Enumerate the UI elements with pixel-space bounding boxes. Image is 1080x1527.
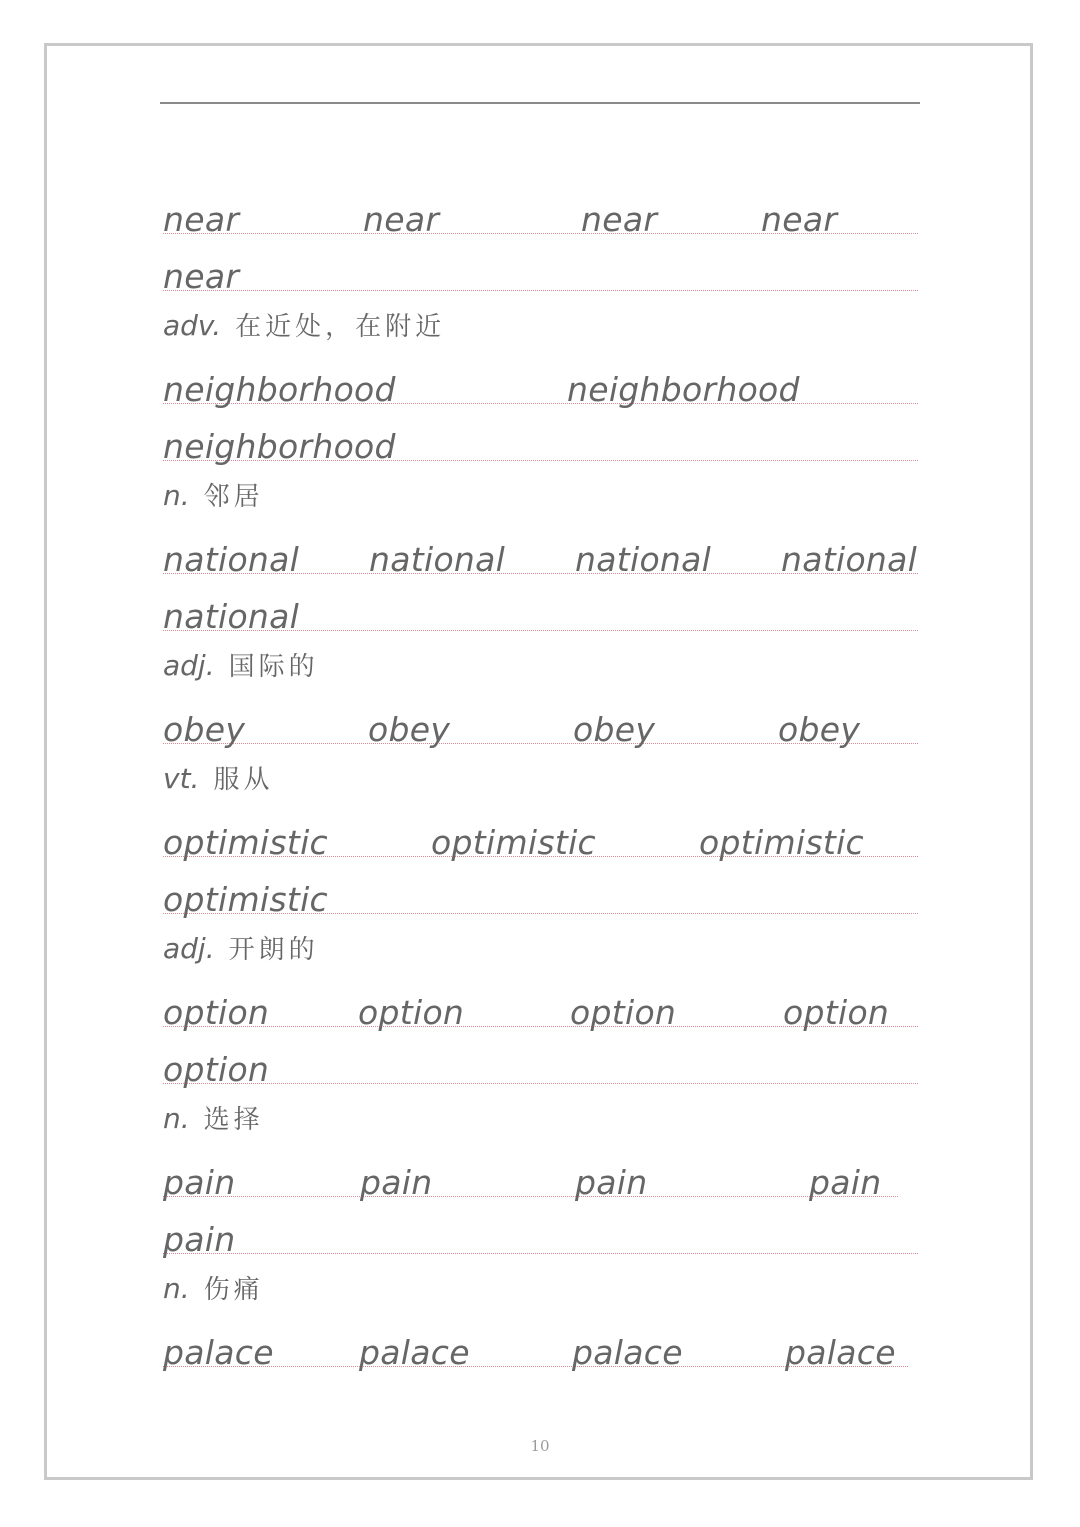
practice-word: near xyxy=(163,257,240,296)
practice-line xyxy=(163,193,918,239)
practice-line xyxy=(163,533,918,579)
page-number: 10 xyxy=(530,1437,550,1455)
definition xyxy=(163,1099,264,1136)
practice-word: option xyxy=(358,993,465,1032)
part-of-speech: n. xyxy=(163,479,190,512)
practice-line xyxy=(163,703,918,749)
practice-word: optimistic xyxy=(431,823,597,862)
definition-line xyxy=(163,1096,918,1136)
part-of-speech: vt. xyxy=(163,762,200,795)
definition xyxy=(163,646,319,683)
practice-word: national xyxy=(369,540,506,579)
practice-word: pain xyxy=(809,1163,882,1202)
practice-word: national xyxy=(781,540,918,579)
chinese-meaning: 开朗的 xyxy=(228,935,319,965)
definition xyxy=(163,306,445,343)
chinese-meaning: 服从 xyxy=(213,765,274,795)
definition-line xyxy=(163,926,918,966)
practice-line xyxy=(163,250,918,296)
practice-line xyxy=(163,986,918,1032)
practice-word: option xyxy=(783,993,890,1032)
practice-line xyxy=(163,1043,918,1089)
practice-word: option xyxy=(570,993,677,1032)
practice-word: palace xyxy=(359,1333,470,1372)
practice-word: palace xyxy=(572,1333,683,1372)
practice-word: national xyxy=(163,540,300,579)
practice-word: obey xyxy=(778,710,861,749)
practice-word: optimistic xyxy=(699,823,865,862)
practice-word: near xyxy=(581,200,658,239)
practice-word: pain xyxy=(163,1220,236,1259)
definition xyxy=(163,759,273,796)
practice-word: optimistic xyxy=(163,823,329,862)
practice-word: optimistic xyxy=(163,880,329,919)
chinese-meaning: 在近处，在附近 xyxy=(235,312,446,342)
practice-word: option xyxy=(163,993,270,1032)
practice-word: national xyxy=(163,597,300,636)
header-rule xyxy=(160,102,920,104)
part-of-speech: adj. xyxy=(163,649,215,682)
practice-word: option xyxy=(163,1050,270,1089)
practice-word: obey xyxy=(368,710,451,749)
practice-word: pain xyxy=(360,1163,433,1202)
practice-word: pain xyxy=(163,1163,236,1202)
part-of-speech: n. xyxy=(163,1272,190,1305)
practice-line xyxy=(163,1326,908,1372)
definition xyxy=(163,476,264,513)
practice-word: near xyxy=(761,200,838,239)
definition-line xyxy=(163,643,918,683)
practice-line xyxy=(163,363,918,409)
part-of-speech: adj. xyxy=(163,932,215,965)
practice-word: obey xyxy=(573,710,656,749)
definition-line xyxy=(163,756,918,796)
chinese-meaning: 国际的 xyxy=(228,652,319,682)
definition-line xyxy=(163,1266,918,1306)
definition xyxy=(163,929,319,966)
practice-word: pain xyxy=(575,1163,648,1202)
practice-word: near xyxy=(163,200,240,239)
practice-word: palace xyxy=(163,1333,274,1372)
chinese-meaning: 邻居 xyxy=(203,482,264,512)
practice-line xyxy=(163,590,918,636)
practice-line xyxy=(163,873,918,919)
definition-line xyxy=(163,473,918,513)
practice-word: neighborhood xyxy=(163,370,396,409)
practice-word: near xyxy=(363,200,440,239)
part-of-speech: n. xyxy=(163,1102,190,1135)
practice-line xyxy=(163,1213,918,1259)
practice-line xyxy=(163,420,918,466)
definition xyxy=(163,1269,264,1306)
chinese-meaning: 伤痛 xyxy=(203,1275,264,1305)
practice-line xyxy=(163,816,918,862)
practice-word: national xyxy=(575,540,712,579)
practice-line xyxy=(163,1156,898,1202)
definition-line xyxy=(163,303,918,343)
practice-word: neighborhood xyxy=(567,370,800,409)
practice-word: obey xyxy=(163,710,246,749)
practice-word: palace xyxy=(785,1333,896,1372)
practice-word: neighborhood xyxy=(163,427,396,466)
chinese-meaning: 选择 xyxy=(203,1105,264,1135)
part-of-speech: adv. xyxy=(163,309,222,342)
